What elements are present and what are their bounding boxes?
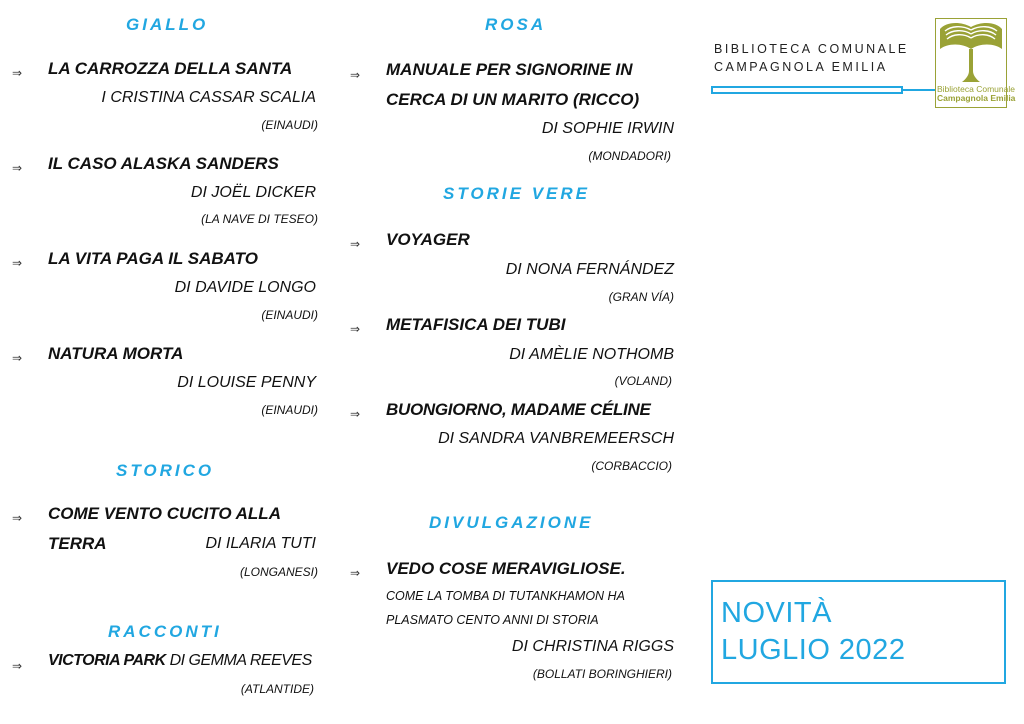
book-author: DI SOPHIE IRWIN	[541, 120, 674, 137]
book-publisher: (CORBACCIO)	[591, 459, 672, 473]
logo-caption-line2: Campagnola Emilia	[937, 93, 1016, 103]
book-title: COME VENTO CUCITO ALLA	[48, 504, 281, 523]
bullet-arrow-icon: ⇒	[350, 237, 361, 251]
book-title: NATURA MORTA	[48, 344, 184, 363]
section-heading-rosa: ROSA	[485, 15, 547, 34]
book-publisher: (GRAN VÍA)	[608, 290, 674, 304]
library-name-line2: CAMPAGNOLA EMILIA	[714, 60, 888, 74]
book-author: DI LOUISE PENNY	[177, 374, 316, 391]
bullet-arrow-icon: ⇒	[12, 511, 23, 525]
book-entry	[48, 652, 312, 670]
section-heading-racconti: RACCONTI	[108, 622, 222, 641]
book-author: DI DAVIDE LONGO	[174, 279, 316, 296]
book-publisher: (LA NAVE DI TESEO)	[201, 212, 318, 226]
book-publisher: (EINAUDI)	[261, 308, 318, 322]
book-publisher: (VOLAND)	[614, 374, 672, 388]
header-underline-box	[711, 86, 903, 94]
book-publisher: (LONGANESI)	[239, 565, 318, 579]
section-heading-giallo: GIALLO	[126, 15, 209, 34]
bullet-arrow-icon: ⇒	[12, 66, 23, 80]
book-author: DI ILARIA TUTI	[205, 535, 316, 552]
book-title: MANUALE PER SIGNORINE IN	[386, 60, 633, 79]
section-heading-storie-vere: STORIE VERE	[443, 184, 590, 203]
novita-date: LUGLIO 2022	[721, 634, 906, 666]
bullet-arrow-icon: ⇒	[12, 161, 23, 175]
book-author: DI GEMMA REEVES	[169, 652, 312, 669]
section-heading-divulgazione: DIVULGAZIONE	[429, 513, 594, 532]
book-publisher: (EINAUDI)	[261, 403, 318, 417]
book-author: I CRISTINA CASSAR SCALIA	[101, 89, 316, 106]
book-publisher: (ATLANTIDE)	[240, 682, 314, 696]
book-publisher: (BOLLATI BORINGHIERI)	[532, 667, 672, 681]
book-title: VOYAGER	[386, 230, 470, 249]
book-title: METAFISICA DEI TUBI	[386, 315, 566, 334]
book-subtitle-continued: PLASMATO CENTO ANNI DI STORIA	[386, 613, 599, 627]
bullet-arrow-icon: ⇒	[350, 68, 361, 82]
book-title: VICTORIA PARK	[48, 652, 166, 669]
bullet-arrow-icon: ⇒	[12, 256, 23, 270]
tree-book-logo-icon	[936, 19, 1006, 85]
section-heading-storico: STORICO	[116, 461, 215, 480]
bullet-arrow-icon: ⇒	[12, 659, 23, 673]
book-title: IL CASO ALASKA SANDERS	[48, 154, 279, 173]
bullet-arrow-icon: ⇒	[350, 566, 361, 580]
book-author: DI CHRISTINA RIGGS	[511, 638, 674, 655]
book-author: DI JOËL DICKER	[190, 184, 316, 201]
book-title: LA VITA PAGA IL SABATO	[48, 249, 258, 268]
book-author: DI SANDRA VANBREMEERSCH	[438, 430, 674, 447]
novita-box	[711, 580, 1006, 684]
book-author: DI NONA FERNÁNDEZ	[505, 261, 674, 278]
novita-title: NOVITÀ	[721, 597, 832, 629]
book-author: DI AMÈLIE NOTHOMB	[509, 346, 674, 363]
book-title: LA CARROZZA DELLA SANTA	[48, 59, 293, 78]
header-underline-line	[903, 89, 935, 91]
library-name-line1: BIBLIOTECA COMUNALE	[714, 42, 909, 56]
book-title: BUONGIORNO, MADAME CÉLINE	[386, 400, 651, 419]
book-title: VEDO COSE MERAVIGLIOSE.	[386, 559, 626, 578]
book-subtitle: COME LA TOMBA DI TUTANKHAMON HA	[386, 589, 625, 603]
book-title-continued: CERCA DI UN MARITO (RICCO)	[386, 90, 640, 109]
library-logo	[935, 18, 1016, 108]
bullet-arrow-icon: ⇒	[350, 407, 361, 421]
book-title-continued: TERRA	[48, 534, 107, 553]
book-publisher: (EINAUDI)	[261, 118, 318, 132]
bullet-arrow-icon: ⇒	[350, 322, 361, 336]
logo-caption-line1: Biblioteca Comunale	[937, 84, 1015, 94]
book-publisher: (MONDADORI)	[588, 149, 671, 163]
bullet-arrow-icon: ⇒	[12, 351, 23, 365]
